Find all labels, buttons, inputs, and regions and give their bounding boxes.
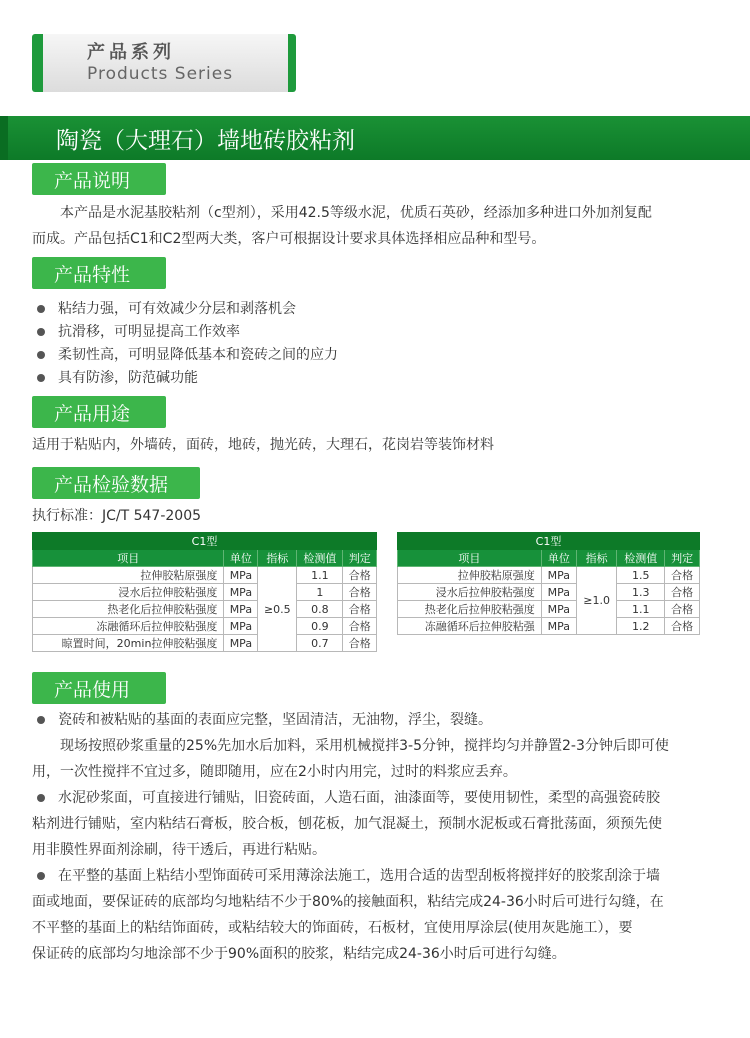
- application-line: 保证砖的底部均匀地涂部不少于90%面积的胶浆，粘结完成24-36小时后可进行勾缝。: [32, 946, 566, 962]
- cell-unit: MPa: [224, 635, 258, 652]
- table-row: [398, 584, 700, 601]
- col-header: 指标: [576, 550, 616, 567]
- cell-item: 热老化后拉伸胶粘强度: [33, 601, 224, 618]
- cell-unit: MPa: [224, 584, 258, 601]
- spec-table-right: [397, 532, 700, 635]
- application-line: 粘剂进行铺贴，室内粘结石膏板，胶合板，刨花板，加气混凝土，预制水泥板或石膏批荡面，须预先使: [32, 816, 662, 832]
- cell-unit: MPa: [224, 601, 258, 618]
- cell-verdict: 合格: [665, 567, 700, 584]
- bullet-icon: [37, 328, 45, 336]
- feature-item: [32, 344, 338, 367]
- feature-item: [32, 367, 198, 390]
- application-line: 用，一次性搅拌不宜过多，随即随用，应在2小时内用完，过时的料浆应丢弃。: [32, 764, 517, 780]
- cell-verdict: 合格: [343, 618, 377, 635]
- section-label-text: 产品用途: [54, 403, 131, 425]
- section-label-text: 产品检验数据: [54, 474, 169, 496]
- description-line: 本产品是水泥基胶粘剂（c型剂），采用42.5等级水泥，优质石英砂，经添加多种进口外加剂复配: [60, 205, 652, 221]
- section-label-text: 产品使用: [54, 679, 131, 701]
- application-line: 用非膜性界面剂涂刷，待干透后，再进行粘贴。: [32, 842, 326, 858]
- cell-verdict: 合格: [343, 601, 377, 618]
- cell-value: 1.1: [297, 567, 343, 584]
- section-label-application: [32, 672, 166, 704]
- cell-value: 0.7: [297, 635, 343, 652]
- col-header: 单位: [224, 550, 258, 567]
- cell-value: 1.5: [617, 567, 665, 584]
- cell-value: 0.9: [297, 618, 343, 635]
- table-row: [398, 618, 700, 635]
- description-text: [32, 200, 722, 252]
- table-row: [398, 601, 700, 618]
- table-row: [33, 618, 377, 635]
- bullet-icon: [37, 872, 45, 880]
- col-header: 检测值: [617, 550, 665, 567]
- cell-verdict: 合格: [343, 584, 377, 601]
- feature-text: 柔韧性高，可明显降低基本和瓷砖之间的应力: [58, 347, 338, 363]
- cell-unit: MPa: [541, 584, 576, 601]
- cell-item: 拉伸胶粘原强度: [398, 567, 542, 584]
- application-line: 在平整的基面上粘结小型饰面砖可采用薄涂法施工，选用合适的齿型刮板将搅拌好的胶浆刮涂于墙: [58, 868, 660, 884]
- standard-text: 执行标准：JC/T 547-2005: [32, 508, 202, 524]
- cell-item: 热老化后拉伸胶粘强度: [398, 601, 542, 618]
- spec-table-left: [32, 532, 377, 652]
- cell-verdict: 合格: [343, 567, 377, 584]
- bullet-icon: [37, 794, 45, 802]
- cell-value: 0.8: [297, 601, 343, 618]
- cell-item: 晾置时间，20min拉伸胶粘强度: [33, 635, 224, 652]
- cell-unit: MPa: [541, 601, 576, 618]
- bullet-icon: [37, 351, 45, 359]
- section-label-features: [32, 257, 166, 289]
- application-line: 不平整的基面上的粘结饰面砖，或粘结较大的饰面砖，石板材，宜使用厚涂层(使用灰匙施工），要: [32, 920, 633, 936]
- section-label-description: [32, 163, 166, 195]
- cell-item: 浸水后拉伸胶粘强度: [33, 584, 224, 601]
- cell-unit: MPa: [224, 618, 258, 635]
- section-label-text: 产品说明: [54, 170, 131, 192]
- feature-text: 抗滑移，可明显提高工作效率: [58, 324, 240, 340]
- table-row: [33, 584, 377, 601]
- bullet-icon: [37, 305, 45, 313]
- section-label-usage: [32, 396, 166, 428]
- section-label-text: 产品特性: [54, 264, 131, 286]
- col-header: 判定: [665, 550, 700, 567]
- feature-text: 具有防渗，防范碱功能: [58, 370, 198, 386]
- table-title: C1型: [33, 533, 377, 550]
- application-para: [32, 785, 722, 811]
- cell-item: 冻融循环后拉伸胶粘强: [398, 618, 542, 635]
- cell-verdict: 合格: [665, 618, 700, 635]
- feature-item: [32, 321, 240, 344]
- cell-unit: MPa: [541, 567, 576, 584]
- cell-verdict: 合格: [665, 601, 700, 618]
- cell-verdict: 合格: [343, 635, 377, 652]
- products-series-badge: [32, 34, 296, 92]
- table-row: [33, 601, 377, 618]
- feature-text: 粘结力强，可有效减少分层和剥落机会: [58, 301, 296, 317]
- col-header: 指标: [258, 550, 297, 567]
- table-row: [33, 635, 377, 652]
- application-line: 水泥砂浆面，可直接进行铺贴，旧瓷砖面，人造石面，油漆面等，要使用韧性，柔型的高强瓷砖胶: [58, 790, 660, 806]
- cell-item: 冻融循环后拉伸胶粘强度: [33, 618, 224, 635]
- bullet-icon: [37, 374, 45, 382]
- table-row: [33, 567, 377, 584]
- cell-indicator: ≥1.0: [576, 567, 616, 635]
- feature-item: [32, 298, 296, 321]
- application-para: [32, 863, 722, 889]
- col-header: 项目: [33, 550, 224, 567]
- cell-item: 浸水后拉伸胶粘强度: [398, 584, 542, 601]
- bullet-icon: [37, 716, 45, 724]
- section-label-inspection: [32, 467, 200, 499]
- cell-value: 1.3: [617, 584, 665, 601]
- col-header: 项目: [398, 550, 542, 567]
- cell-value: 1.2: [617, 618, 665, 635]
- product-title: 陶瓷（大理石）墙地砖胶粘剂: [56, 128, 355, 154]
- cell-indicator: ≥0.5: [258, 567, 297, 652]
- col-header: 检测值: [297, 550, 343, 567]
- cell-verdict: 合格: [665, 584, 700, 601]
- application-line: 现场按照砂浆重量的25%先加水后加料，采用机械搅拌3-5分钟，搅拌均匀并静置2-3分钟后即可使: [60, 738, 669, 754]
- cell-unit: MPa: [541, 618, 576, 635]
- cell-unit: MPa: [224, 567, 258, 584]
- application-line: 瓷砖和被粘贴的基面的表面应完整，坚固清洁，无油物，浮尘，裂缝。: [58, 712, 492, 728]
- table-title: C1型: [398, 533, 700, 550]
- title-bar-edge: [0, 116, 8, 160]
- col-header: 判定: [343, 550, 377, 567]
- cell-value: 1.1: [617, 601, 665, 618]
- series-title-en: Products Series: [87, 64, 234, 84]
- usage-text: 适用于粘贴内，外墙砖，面砖，地砖，抛光砖，大理石，花岗岩等装饰材料: [32, 437, 494, 453]
- application-text: [32, 707, 722, 967]
- description-line: 而成。产品包括C1和C2型两大类，客户可根据设计要求具体选择相应品种和型号。: [32, 231, 546, 247]
- application-para: [32, 707, 722, 733]
- table-row: [398, 567, 700, 584]
- col-header: 单位: [541, 550, 576, 567]
- product-title-bar: [0, 116, 750, 160]
- cell-item: 拉伸胶粘原强度: [33, 567, 224, 584]
- application-line: 面或地面，要保证砖的底部均匀地粘结不少于80%的接触面积，粘结完成24-36小时后可进行勾缝，在: [32, 894, 664, 910]
- series-title-cn: 产品系列: [87, 42, 175, 63]
- badge-panel: [43, 34, 288, 92]
- cell-value: 1: [297, 584, 343, 601]
